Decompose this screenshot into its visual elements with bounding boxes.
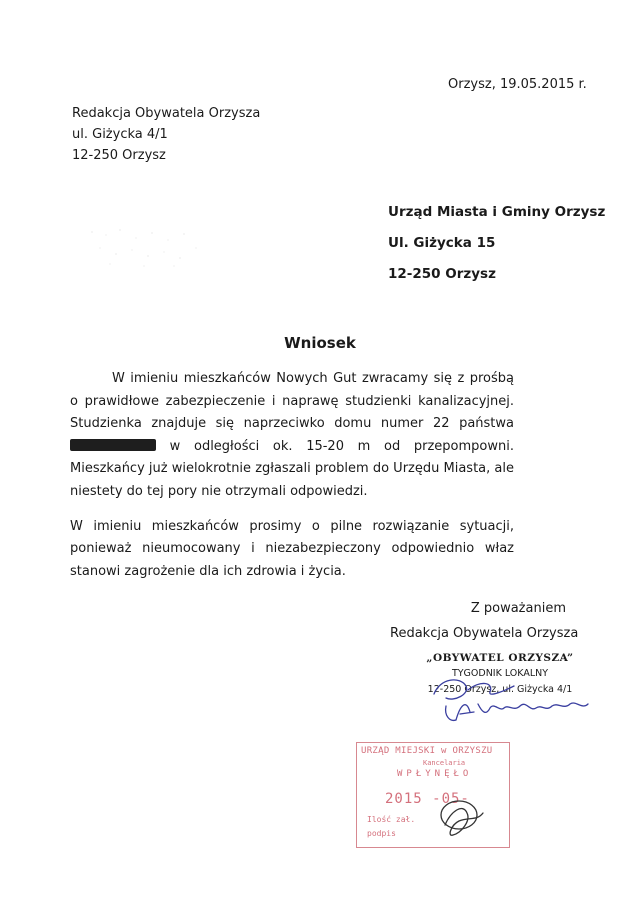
letter-date: Orzysz, 19.05.2015 r. — [448, 77, 587, 92]
received-stamp-field: podpis — [367, 829, 396, 838]
letter-body — [70, 368, 514, 583]
received-stamp-fields — [367, 813, 415, 841]
received-stamp-unit: Kancelaria — [423, 759, 466, 767]
handwritten-signature — [410, 668, 600, 728]
received-stamp-office: URZĄD MIEJSKI w ORZYSZU — [361, 746, 493, 756]
recipient-address — [388, 204, 605, 297]
received-stamp-date: 2015 -05- — [385, 791, 470, 807]
body-paragraph — [70, 368, 514, 504]
redaction-bar — [70, 439, 156, 451]
closing-signer: Redakcja Obywatela Orzysza — [390, 626, 579, 641]
received-stamp — [356, 742, 510, 848]
stamp-subtitle: TYGODNIK LOKALNY — [451, 668, 549, 679]
stamp-name: „OBYWATEL ORZYSZA” — [426, 652, 574, 664]
received-stamp-initials — [417, 791, 497, 843]
letter-title: Wniosek — [284, 334, 356, 352]
closing-block — [390, 596, 579, 646]
recipient-line: 12-250 Orzysz — [388, 266, 496, 282]
recipient-line: Ul. Giżycka 15 — [388, 235, 496, 251]
sender-line: 12-250 Orzysz — [72, 148, 166, 163]
body-text-segment: w odległości ok. 15-20 m od przepompowni. Mieszkańcy już wielokrotnie zgłaszali problem do Urzędu Miasta, ale niestety do tej pory nie otrzymali odpowiedzi. — [70, 438, 514, 499]
sender-line: Redakcja Obywatela Orzysza — [72, 106, 261, 121]
closing-greeting: Z poważaniem — [470, 601, 566, 616]
body-paragraph: W imieniu mieszkańców prosimy o pilne rozwiązanie sytuacji, ponieważ nieumocowany i niezabezpieczony odpowiednio właz stanowi zagrożenie dla ich zdrowia i życia. — [70, 518, 514, 579]
scan-noise — [86, 226, 206, 270]
body-text-segment: W imieniu mieszkańców Nowych Gut zwracamy się z prośbą o prawidłowe zabezpieczenie i naprawę studzienki kanalizacyjnej. Studzienka znajduje się naprzeciwko domu numer 22 państwa — [70, 371, 514, 432]
received-stamp-status: WPŁYNĘŁO — [397, 769, 473, 779]
received-stamp-field: Ilość zał. — [367, 815, 416, 824]
recipient-line: Urząd Miasta i Gminy Orzysz — [388, 204, 606, 220]
stamp-address: 12-250 Orzysz, ul. Giżycka 4/1 — [427, 684, 573, 695]
sender-address — [72, 103, 260, 166]
sender-line: ul. Giżycka 4/1 — [72, 127, 168, 142]
